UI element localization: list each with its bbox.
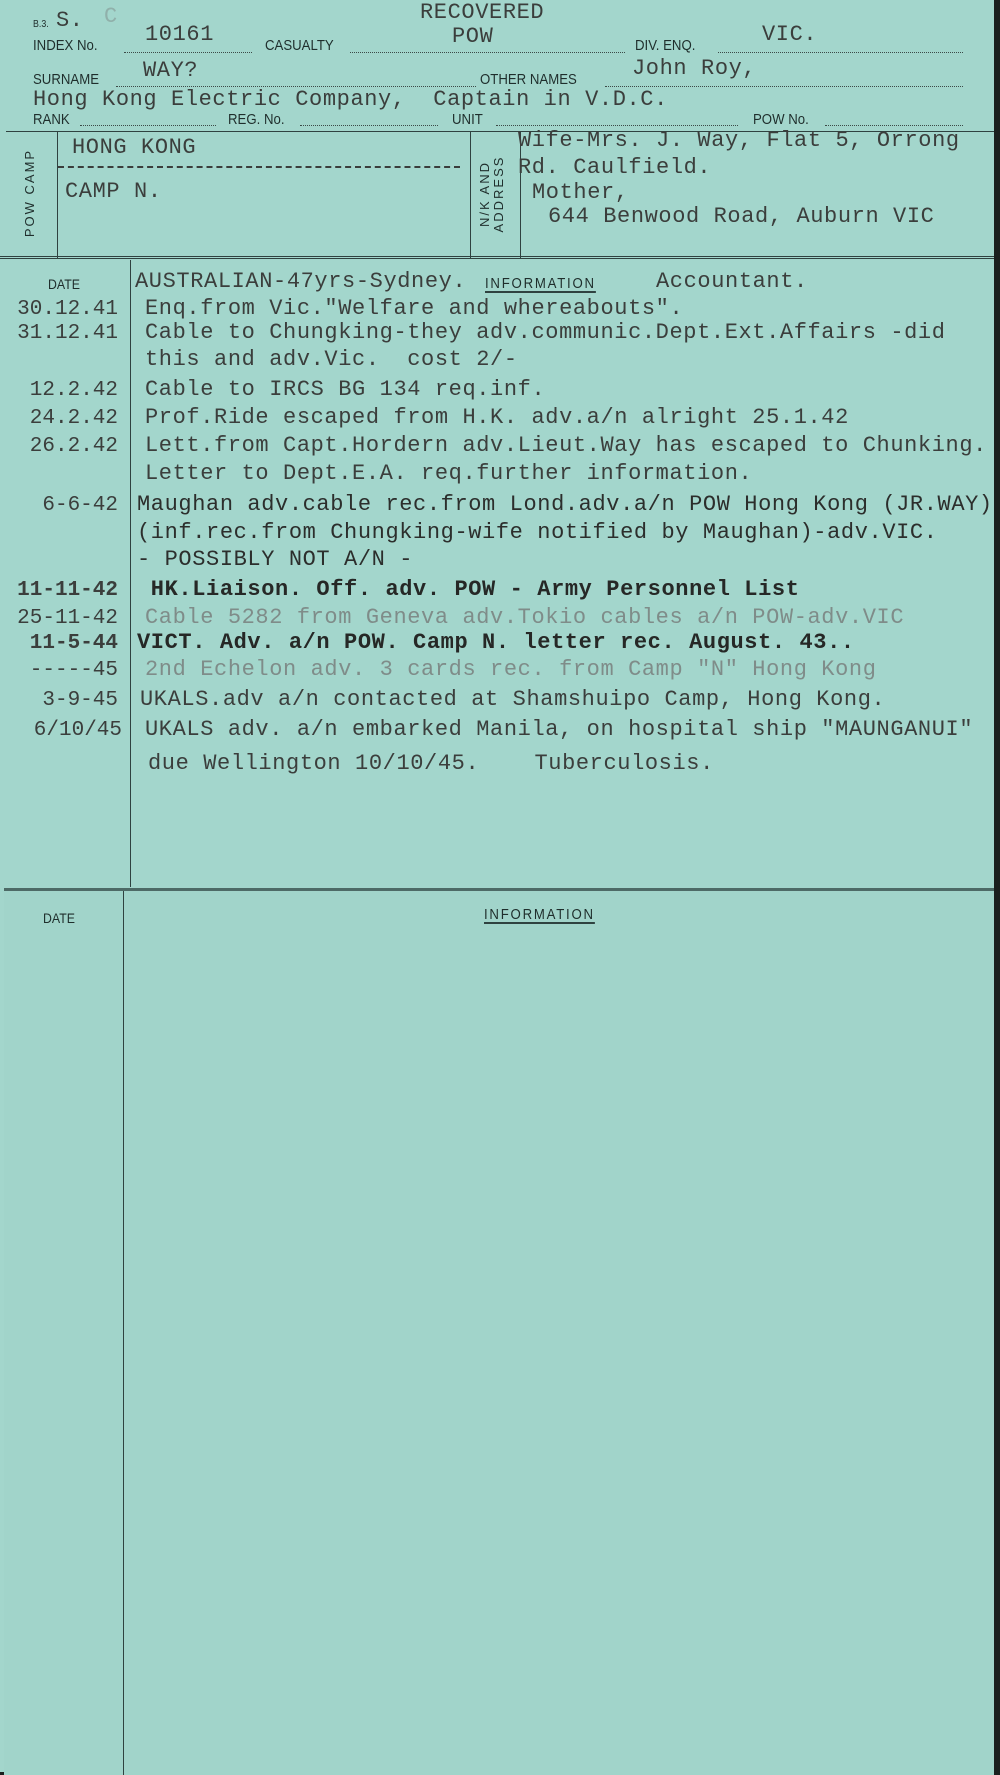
pow-no-dotted-line	[825, 125, 963, 126]
div-enq-label: DIV. ENQ.	[635, 37, 696, 54]
div-enq-value: VIC.	[762, 22, 818, 47]
entry-text: Letter to Dept.E.A. req.further information.	[145, 461, 753, 486]
entry-date: 26.2.42	[29, 435, 118, 458]
nok-line: 644 Benwood Road, Auburn VIC	[548, 204, 935, 229]
entry-date: 30.12.41	[17, 298, 118, 321]
entry-text: Cable to Chungking-they adv.communic.Dept.Ext.Affairs -did	[145, 320, 946, 345]
unit-dotted-line	[496, 125, 738, 126]
entry-text: Prof.Ride escaped from H.K. adv.a/n alright 25.1.42	[145, 405, 849, 430]
surname-value: WAY?	[143, 58, 199, 83]
intro-after: Accountant.	[656, 269, 808, 294]
other-names-value: John Roy,	[632, 56, 757, 81]
index-value: 10161	[145, 22, 215, 47]
unit-label: UNIT	[452, 111, 483, 128]
occupation-line: Hong Kong Electric Company, Captain in V.D.C.	[33, 87, 668, 112]
nok-label-line1: N/K AND	[477, 161, 492, 228]
casualty-label: CASUALTY	[265, 37, 334, 54]
pencil-mark: C	[104, 4, 118, 29]
div-enq-dotted-line	[718, 52, 963, 53]
camp-typed-rule	[58, 166, 460, 168]
index-dotted-line	[124, 52, 252, 53]
form-suffix: S.	[56, 8, 84, 33]
entry-text: UKALS.adv a/n contacted at Shamshuipo Camp, Hong Kong.	[140, 687, 886, 712]
entry-date: 12.2.42	[29, 379, 118, 402]
reg-no-dotted-line	[300, 125, 438, 126]
continuation-info-header: INFORMATION	[484, 906, 595, 923]
box-bottom-line	[0, 256, 994, 259]
casualty-dotted-line	[350, 52, 625, 53]
casualty-value: POW	[452, 24, 494, 49]
other-names-label: OTHER NAMES	[480, 71, 577, 88]
entry-text: Enq.from Vic."Welfare and whereabouts".	[145, 296, 684, 321]
casualty-value-top: RECOVERED	[420, 0, 545, 25]
rank-label: RANK	[33, 111, 70, 128]
entry-text: - POSSIBLY NOT A/N -	[137, 547, 414, 572]
continuation-date-header: DATE	[43, 910, 75, 926]
form-code: B.3.	[33, 19, 49, 30]
continuation-date-column-line	[123, 891, 124, 1775]
entry-date: 6-6-42	[42, 494, 118, 517]
entry-text: Cable 5282 from Geneva adv.Tokio cables a/n POW-adv.VIC	[145, 605, 905, 630]
nok-line: Mother,	[532, 180, 629, 205]
date-column-line	[130, 260, 131, 887]
reg-no-label: REG. No.	[228, 111, 285, 128]
info-header: INFORMATION	[485, 275, 596, 292]
entry-text: this and adv.Vic. cost 2/-	[145, 347, 518, 372]
entry-date: 6/10/45	[33, 719, 122, 742]
entry-date: 25-11-42	[17, 607, 118, 630]
nok-label-line2: ADDRESS	[491, 155, 506, 233]
surname-label: SURNAME	[33, 71, 100, 88]
pow-camp-line2: CAMP N.	[65, 179, 162, 204]
entry-date: 3-9-45	[42, 689, 118, 712]
entry-text: UKALS adv. a/n embarked Manila, on hospital ship "MAUNGANUI"	[145, 717, 974, 742]
entry-text: VICT. Adv. a/n POW. Camp N. letter rec. August. 43..	[137, 630, 855, 655]
pow-camp-label: POW CAMP	[22, 148, 37, 238]
entry-text: due Wellington 10/10/45. Tuberculosis.	[148, 751, 714, 776]
intro-before: AUSTRALIAN-47yrs-Sydney.	[135, 269, 467, 294]
rank-dotted-line	[80, 125, 216, 126]
nok-line: Wife-Mrs. J. Way, Flat 5, Orrong	[518, 128, 960, 153]
index-label: INDEX No.	[33, 37, 98, 54]
entry-text: (inf.rec.from Chungking-wife notified by Maughan)-adv.VIC.	[137, 520, 938, 545]
date-header: DATE	[48, 276, 80, 292]
entry-text: HK.Liaison. Off. adv. POW - Army Personnel List	[137, 577, 800, 602]
entry-text: Maughan adv.cable rec.from Lond.adv.a/n POW Hong Kong (JR.WAY)	[137, 492, 993, 517]
entry-date: 24.2.42	[29, 407, 118, 430]
entry-text: Lett.from Capt.Hordern adv.Lieut.Way has escaped to Chunking.	[145, 433, 987, 458]
camp-left-line	[57, 131, 58, 258]
entry-date: 31.12.41	[17, 322, 118, 345]
nok-label	[478, 154, 506, 234]
entry-text: 2nd Echelon adv. 3 cards rec. from Camp "N" Hong Kong	[145, 657, 877, 682]
pow-no-label: POW No.	[753, 111, 809, 128]
nok-line: Rd. Caulfield.	[518, 155, 712, 180]
entry-date: -----45	[29, 659, 118, 682]
pow-camp-line1: HONG KONG	[72, 135, 197, 160]
record-card-continuation	[4, 888, 994, 1775]
entry-text: Cable to IRCS BG 134 req.inf.	[145, 377, 546, 402]
entry-date: 11-5-44	[29, 632, 118, 655]
entry-date: 11-11-42	[17, 579, 118, 602]
nok-left-line	[470, 131, 471, 258]
